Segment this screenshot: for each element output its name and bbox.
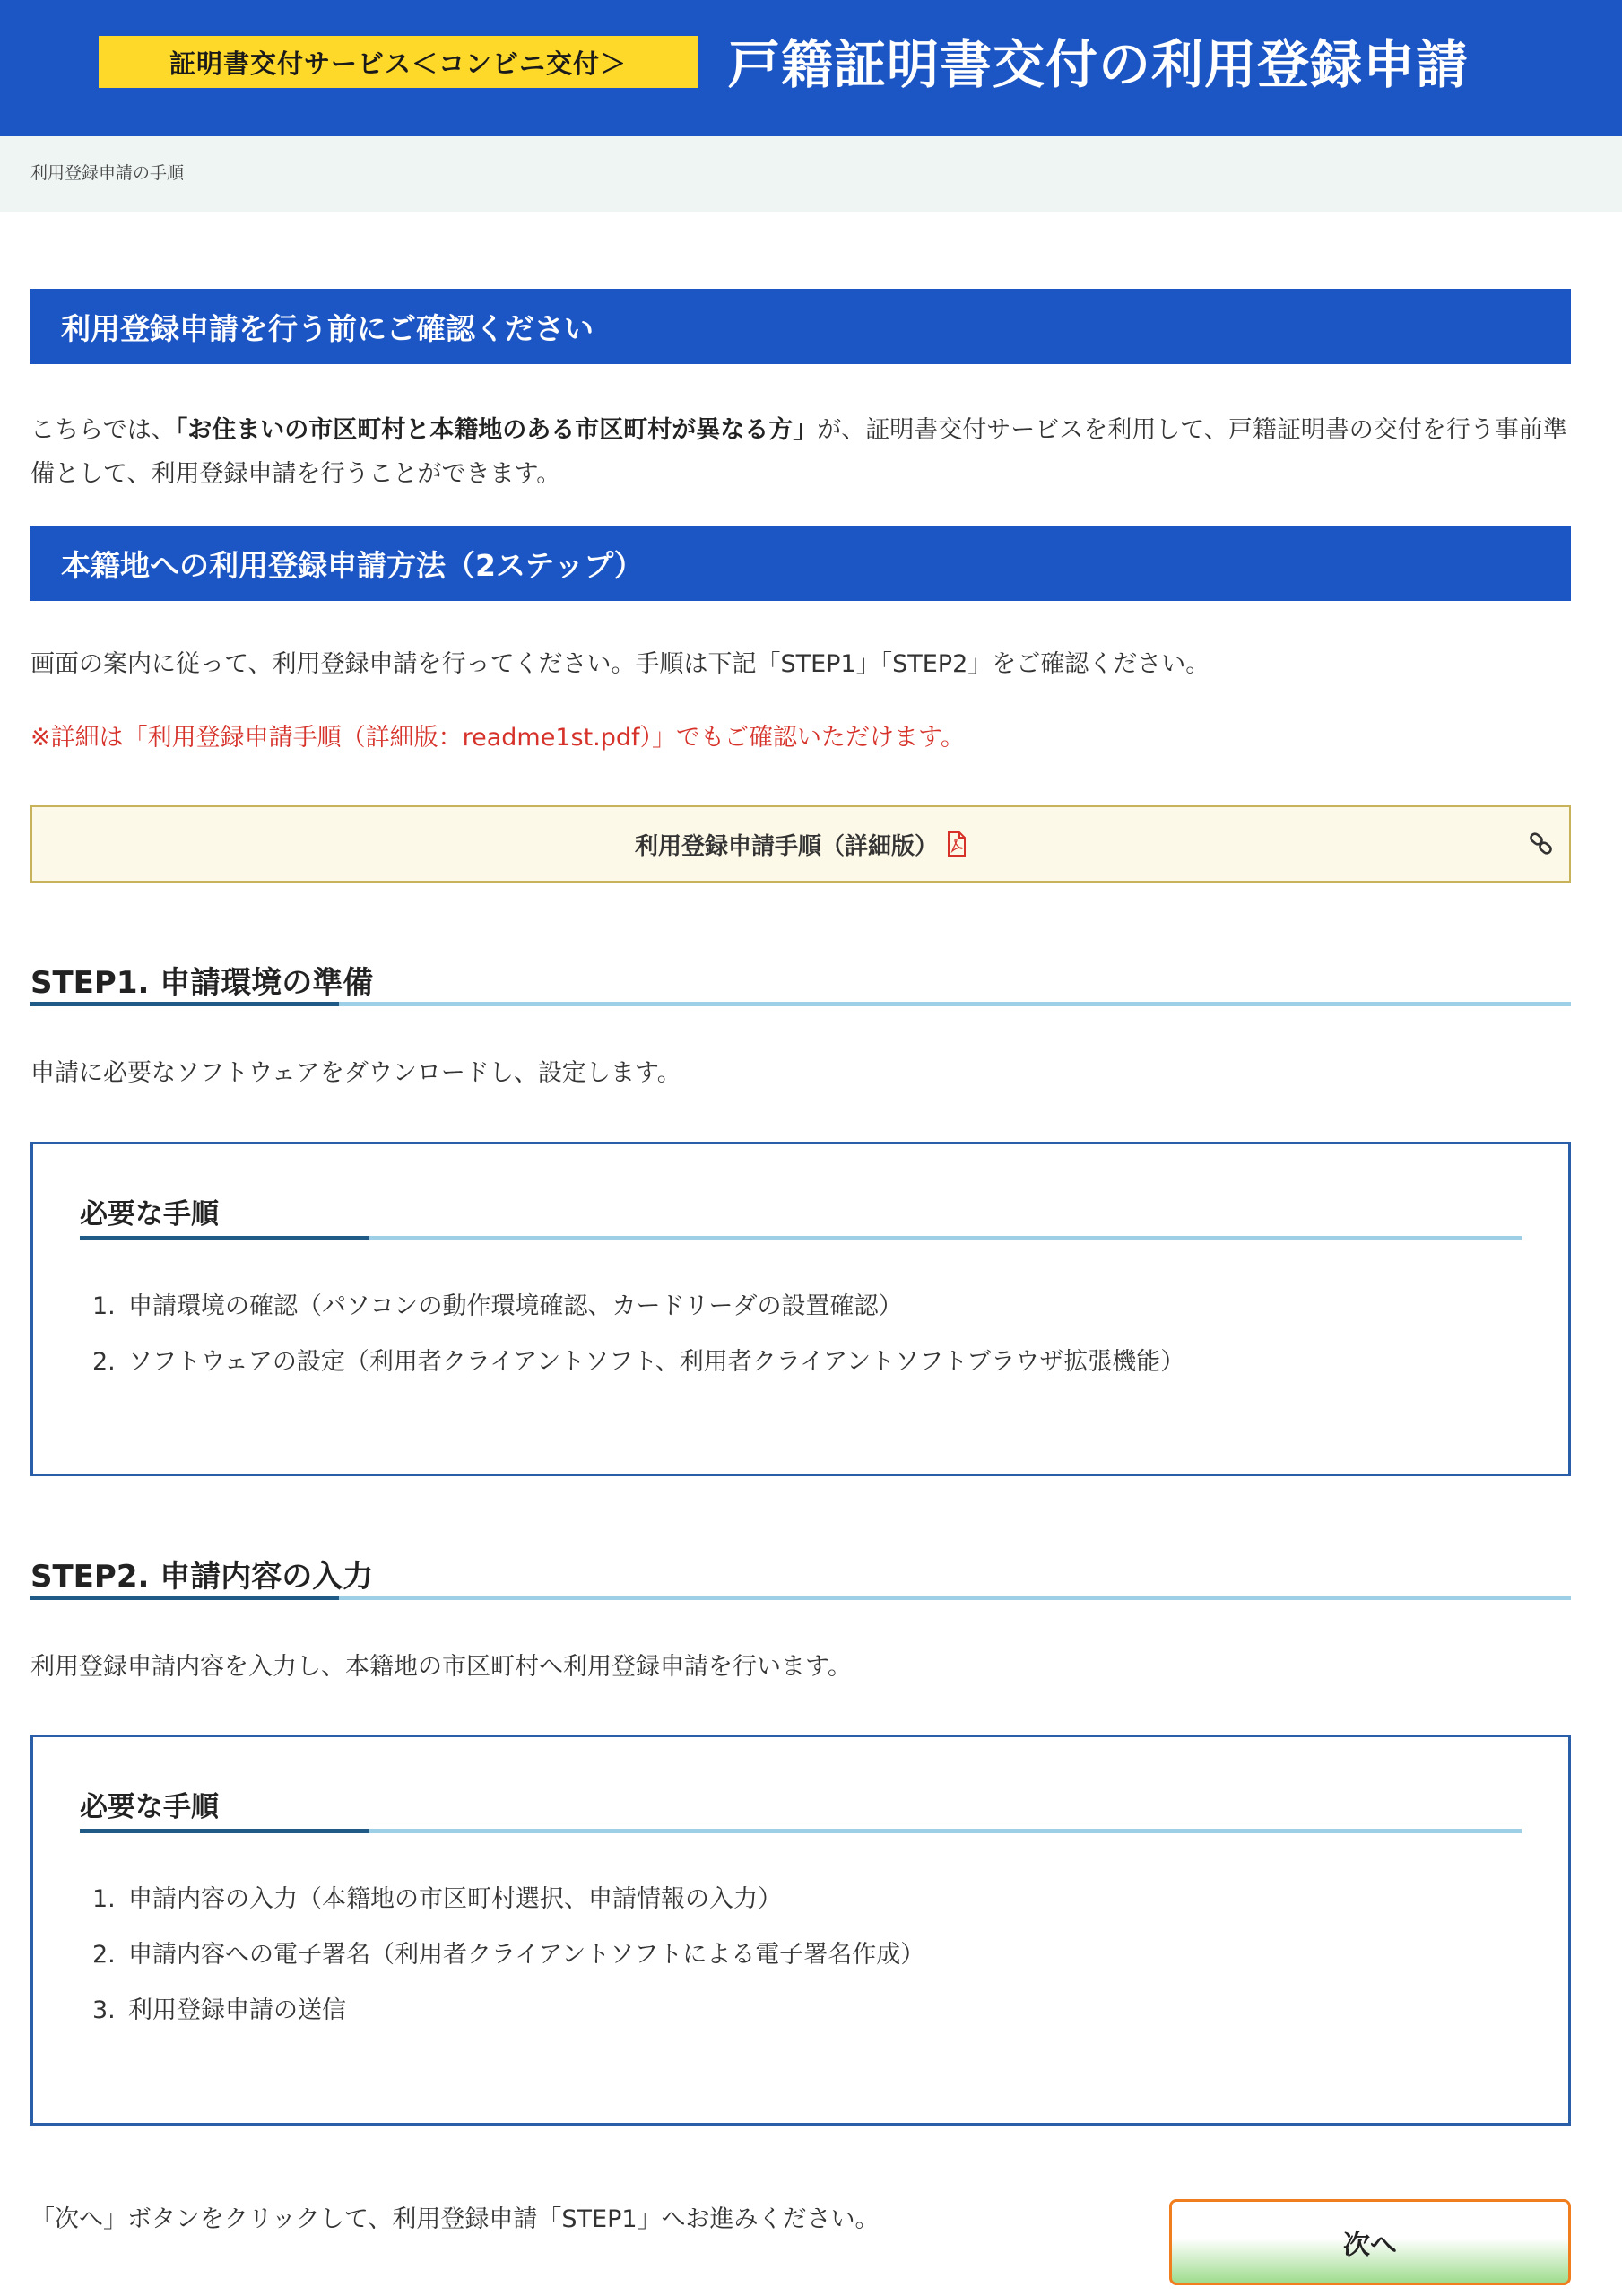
step2-underline: [30, 1596, 1571, 1600]
step2-description: 利用登録申請内容を入力し、本籍地の市区町村へ利用登録申請を行います。: [30, 1653, 852, 1681]
step1-description: 申請に必要なソフトウェアをダウンロードし、設定します。: [30, 1059, 681, 1087]
intro-text-after: が、証明書交付サービスを利用して、戸籍証明書の交付を行う事前準備として、利用登録申請を行うことができます。: [30, 416, 1567, 488]
intro-text-bold: 「お住まいの市区町村と本籍地のある市区町村が異なる方」: [175, 416, 818, 444]
step2-box-title: 必要な手順: [80, 1791, 219, 1823]
step1-box-underline: [80, 1236, 1522, 1240]
intro-text-before: こちらでは、: [30, 416, 176, 444]
list-item: 1. 申請内容の入力（本籍地の市区町村選択、申請情報の入力）: [92, 1885, 782, 1913]
step2-procedure-list: [92, 1872, 924, 2039]
breadcrumb-bar: [0, 136, 1622, 212]
detail-note: ※詳細は「利用登録申請手順（詳細版：readme1st.pdf）」でもご確認いただけます。: [30, 724, 965, 752]
intro-paragraph: [30, 408, 1571, 496]
section-heading-confirm: 利用登録申請を行う前にご確認ください: [30, 289, 1571, 364]
list-item: 2. 申請内容への電子署名（利用者クライアントソフトによる電子署名作成）: [92, 1941, 925, 1969]
step1-underline: [30, 1002, 1571, 1006]
service-badge: 証明書交付サービス＜コンビニ交付＞: [99, 36, 698, 88]
page-title: 戸籍証明書交付の利用登録申請: [728, 34, 1470, 95]
pdf-icon: [947, 831, 967, 857]
link-icon: [1528, 831, 1555, 857]
pdf-manual-link[interactable]: [30, 805, 1571, 883]
next-instruction: 「次へ」ボタンをクリックして、利用登録申請「STEP1」へお進みください。: [30, 2205, 880, 2233]
list-item: 2. ソフトウェアの設定（利用者クライアントソフト、利用者クライアントソフトブラウザ拡張機能）: [92, 1348, 1185, 1376]
pdf-manual-link-label: 利用登録申請手順（詳細版）: [634, 832, 938, 860]
list-item: 3. 利用登録申請の送信: [92, 1996, 346, 2024]
step1-box-title: 必要な手順: [80, 1198, 219, 1231]
step2-heading: STEP2. 申請内容の入力: [30, 1559, 374, 1595]
step2-box-underline: [80, 1829, 1522, 1833]
section-heading-method: 本籍地への利用登録申請方法（2ステップ）: [30, 526, 1571, 601]
list-item: 1. 申請環境の確認（パソコンの動作環境確認、カードリーダの設置確認）: [92, 1292, 903, 1320]
method-intro: 画面の案内に従って、利用登録申請を行ってください。手順は下記「STEP1」「STEP2」をご確認ください。: [30, 650, 1210, 678]
step1-procedure-list: [92, 1279, 1184, 1390]
next-button[interactable]: 次へ: [1169, 2199, 1571, 2285]
step1-procedure-box: [30, 1142, 1571, 1476]
site-header: [0, 0, 1622, 136]
step2-procedure-box: [30, 1735, 1571, 2126]
step1-heading: STEP1. 申請環境の準備: [30, 965, 374, 1001]
breadcrumb: 利用登録申請の手順: [30, 163, 185, 183]
